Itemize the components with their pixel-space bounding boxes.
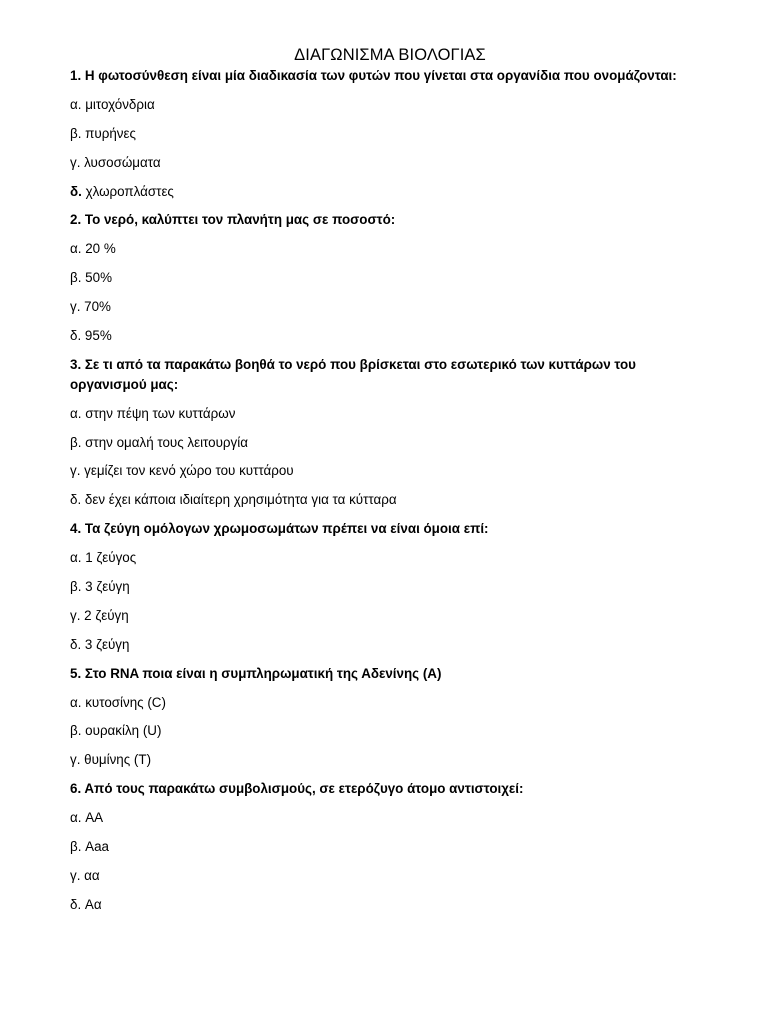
exam-document — [70, 44, 710, 923]
answer-option — [70, 182, 710, 202]
option-letter: β. — [70, 723, 82, 739]
option-letter: α. — [70, 241, 82, 257]
option-text: 50% — [85, 270, 112, 286]
question-text: 4. Τα ζεύγη ομόλογων χρωμοσωμάτων πρέπει να είναι όμοια επί: — [70, 521, 489, 537]
answer-option — [70, 693, 710, 713]
answer-option — [70, 548, 710, 568]
answer-option — [70, 866, 710, 886]
question-block-1 — [70, 66, 710, 202]
option-text: στην ομαλή τους λειτουργία — [85, 434, 248, 450]
option-letter: α. — [70, 97, 82, 112]
option-text: 70% — [84, 299, 111, 315]
option-letter: γ. — [70, 154, 81, 170]
answer-option — [70, 606, 710, 626]
option-letter: β. — [70, 434, 82, 450]
option-text: 1 ζεύγος — [85, 550, 137, 566]
question-text: 5. Στο RNA ποια είναι η συμπληρωματική της Αδενίνης (A) — [70, 665, 442, 681]
answer-option — [70, 124, 710, 144]
option-text: θυμίνης (T) — [84, 752, 152, 768]
answer-option — [70, 404, 710, 424]
answer-option — [70, 750, 710, 770]
question-text: 6. Από τους παρακάτω συμβολισμούς, σε ετερόζυγο άτομο αντιστοιχεί: — [70, 781, 524, 797]
option-text: πυρήνες — [85, 125, 136, 141]
question-text: 2. Το νερό, καλύπτει τον πλανήτη μας σε ποσοστό: — [70, 212, 396, 228]
option-text: γεμίζει τον κενό χώρο του κυττάρου — [84, 463, 294, 479]
option-letter: α. — [70, 405, 82, 421]
option-text: Aaa — [85, 838, 109, 854]
answer-option — [70, 153, 710, 173]
answer-option — [70, 837, 710, 857]
question-block-3 — [70, 355, 710, 511]
answer-option — [70, 268, 710, 288]
option-text: μιτοχόνδρια — [85, 97, 155, 112]
option-text: κυτοσίνης (C) — [85, 694, 166, 710]
option-text: AA — [85, 810, 104, 826]
option-text: 2 ζεύγη — [84, 607, 129, 623]
option-letter: γ. — [70, 299, 81, 315]
option-letter: β. — [70, 578, 82, 594]
option-letter: δ. — [70, 327, 82, 343]
answer-option — [70, 433, 710, 453]
answer-option — [70, 721, 710, 741]
question-text: 1. Η φωτοσύνθεση είναι μία διαδικασία των φυτών που γίνεται στα οργανίδια που ονομάζονται: — [70, 68, 677, 83]
option-letter: α. — [70, 694, 82, 710]
option-letter: δ. — [70, 636, 82, 652]
option-letter: δ. — [70, 492, 82, 508]
option-text: 20 % — [85, 241, 116, 257]
document-title: ΔΙΑΓΩΝΙΣΜΑ ΒΙΟΛΟΓΙΑΣ — [294, 46, 486, 64]
option-letter: δ. — [70, 896, 82, 912]
answer-option — [70, 490, 710, 510]
option-letter: γ. — [70, 752, 81, 768]
option-text: 95% — [84, 327, 112, 343]
answer-option — [70, 239, 710, 259]
answer-option — [70, 808, 710, 828]
option-text: 3 ζεύγη — [84, 636, 130, 652]
answer-option — [70, 577, 710, 597]
answer-option — [70, 461, 710, 481]
option-letter: α. — [70, 810, 82, 826]
answer-option — [70, 326, 710, 346]
option-text: 3 ζεύγη — [85, 578, 130, 594]
option-text: δεν έχει κάποια ιδιαίτερη χρησιμότητα για τα κύτταρα — [84, 492, 397, 508]
option-text: λυσοσώματα — [84, 154, 161, 170]
option-text: αα — [84, 867, 100, 883]
question-block-5 — [70, 664, 710, 771]
option-letter: γ. — [70, 607, 81, 623]
option-text: στην πέψη των κυττάρων — [85, 405, 236, 421]
option-text: χλωροπλάστες — [85, 183, 174, 199]
option-text: ουρακίλη (U) — [85, 723, 162, 739]
option-letter: δ. — [70, 183, 82, 199]
option-letter: β. — [70, 838, 82, 854]
option-letter: γ. — [70, 463, 81, 479]
option-letter: β. — [70, 270, 82, 286]
answer-option — [70, 895, 710, 915]
question-block-6 — [70, 779, 710, 915]
answer-option — [70, 95, 710, 115]
option-letter: α. — [70, 550, 82, 566]
option-letter: β. — [70, 125, 82, 141]
answer-option — [70, 635, 710, 655]
option-text: Aα — [84, 896, 102, 912]
question-block-4 — [70, 519, 710, 655]
option-letter: γ. — [70, 867, 81, 883]
question-block-2 — [70, 210, 710, 346]
question-text: 3. Σε τι από τα παρακάτω βοηθά το νερό που βρίσκεται στο εσωτερικό των κυττάρων του οργανισμού μας: — [70, 356, 636, 392]
answer-option — [70, 297, 710, 317]
